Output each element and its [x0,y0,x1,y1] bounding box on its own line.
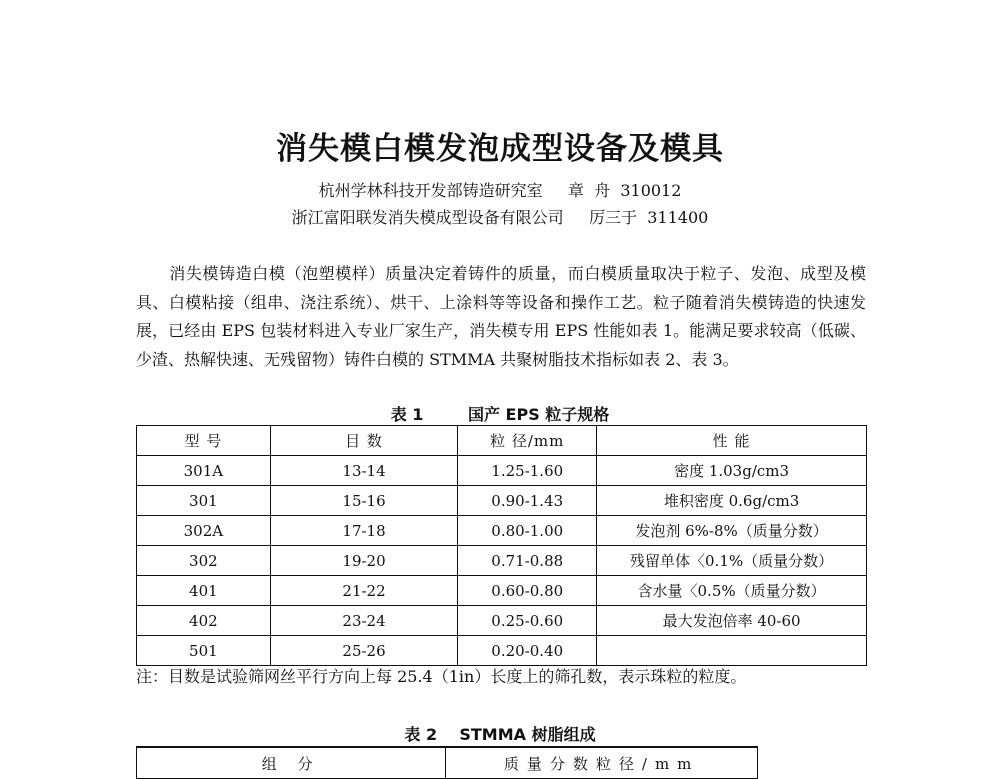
cell-properties: 发泡剂 6%-8%（质量分数） [597,516,867,546]
table-row [137,546,867,576]
cell-mesh: 13-14 [270,456,458,486]
cell-properties: 堆积密度 0.6g/cm3 [597,486,867,516]
intro-paragraph-text: 消失模铸造白模（泡塑模样）质量决定着铸件的质量，而白模质量取决于粒子、发泡、成型及模具、白模粘接（组串、浇注系统）、烘干、上涂料等等设备和操作工艺。粒子随着消失模铸造的快速发展，已经由 EPS 包装材料进入专业厂家生产，消失模专用 EPS 性能如表 1。能满足要求较高（低碳、少渣、热解快速、无残留物）铸件白模的 STMMA 共聚树脂技术指标如表 2、表 3。 [136,264,866,369]
cell-mesh: 17-18 [270,516,458,546]
table2-caption: 表 2 STMMA 树脂组成 [404,725,596,744]
cell-mesh: 21-22 [270,576,458,606]
cell-properties: 残留单体〈0.1%（质量分数） [597,546,867,576]
header-model: 型 号 [137,426,271,456]
cell-diameter: 0.25-0.60 [458,606,597,636]
paper-title: 消失模白模发泡成型设备及模具 [276,131,724,167]
cell-properties: 含水量〈0.5%（质量分数） [597,576,867,606]
eps-particle-spec-table [136,425,867,666]
header-mesh: 目 数 [270,426,458,456]
intro-paragraph [136,260,866,374]
author-line-1: 杭州学林科技开发部铸造研究室 章 舟 310012 [318,181,682,200]
cell-mesh: 19-20 [270,546,458,576]
cell-model: 302 [137,546,271,576]
cell-properties: 最大发泡倍率 40-60 [597,606,867,636]
header-mass-fraction: 质量分数粒径/mm [446,747,758,779]
cell-properties: 密度 1.03g/cm3 [597,456,867,486]
cell-model: 401 [137,576,271,606]
table1-note: 注：目数是试验筛网丝平行方向上每 25.4（1in）长度上的筛孔数，表示珠粒的粒度。 [136,667,747,686]
cell-mesh: 15-16 [270,486,458,516]
cell-model: 302A [137,516,271,546]
table-row [137,486,867,516]
cell-model: 501 [137,636,271,666]
cell-diameter: 0.60-0.80 [458,576,597,606]
cell-diameter: 0.71-0.88 [458,546,597,576]
table-row [137,456,867,486]
stmma-composition-table [136,746,758,779]
cell-mesh: 23-24 [270,606,458,636]
cell-diameter: 0.80-1.00 [458,516,597,546]
header-properties: 性 能 [597,426,867,456]
table-row [137,636,867,666]
cell-properties [597,636,867,666]
header-diameter: 粒 径/mm [458,426,597,456]
table1-caption: 表 1 国产 EPS 粒子规格 [390,405,610,424]
cell-diameter: 0.20-0.40 [458,636,597,666]
cell-model: 402 [137,606,271,636]
cell-diameter: 0.90-1.43 [458,486,597,516]
table-row [137,516,867,546]
cell-model: 301A [137,456,271,486]
table-header-row [137,426,867,456]
cell-mesh: 25-26 [270,636,458,666]
cell-model: 301 [137,486,271,516]
author-line-2: 浙江富阳联发消失模成型设备有限公司 厉三于 311400 [291,208,709,227]
table-row [137,606,867,636]
table-row [137,576,867,606]
table-header-row [137,747,758,779]
header-component: 组 分 [137,747,446,779]
cell-diameter: 1.25-1.60 [458,456,597,486]
